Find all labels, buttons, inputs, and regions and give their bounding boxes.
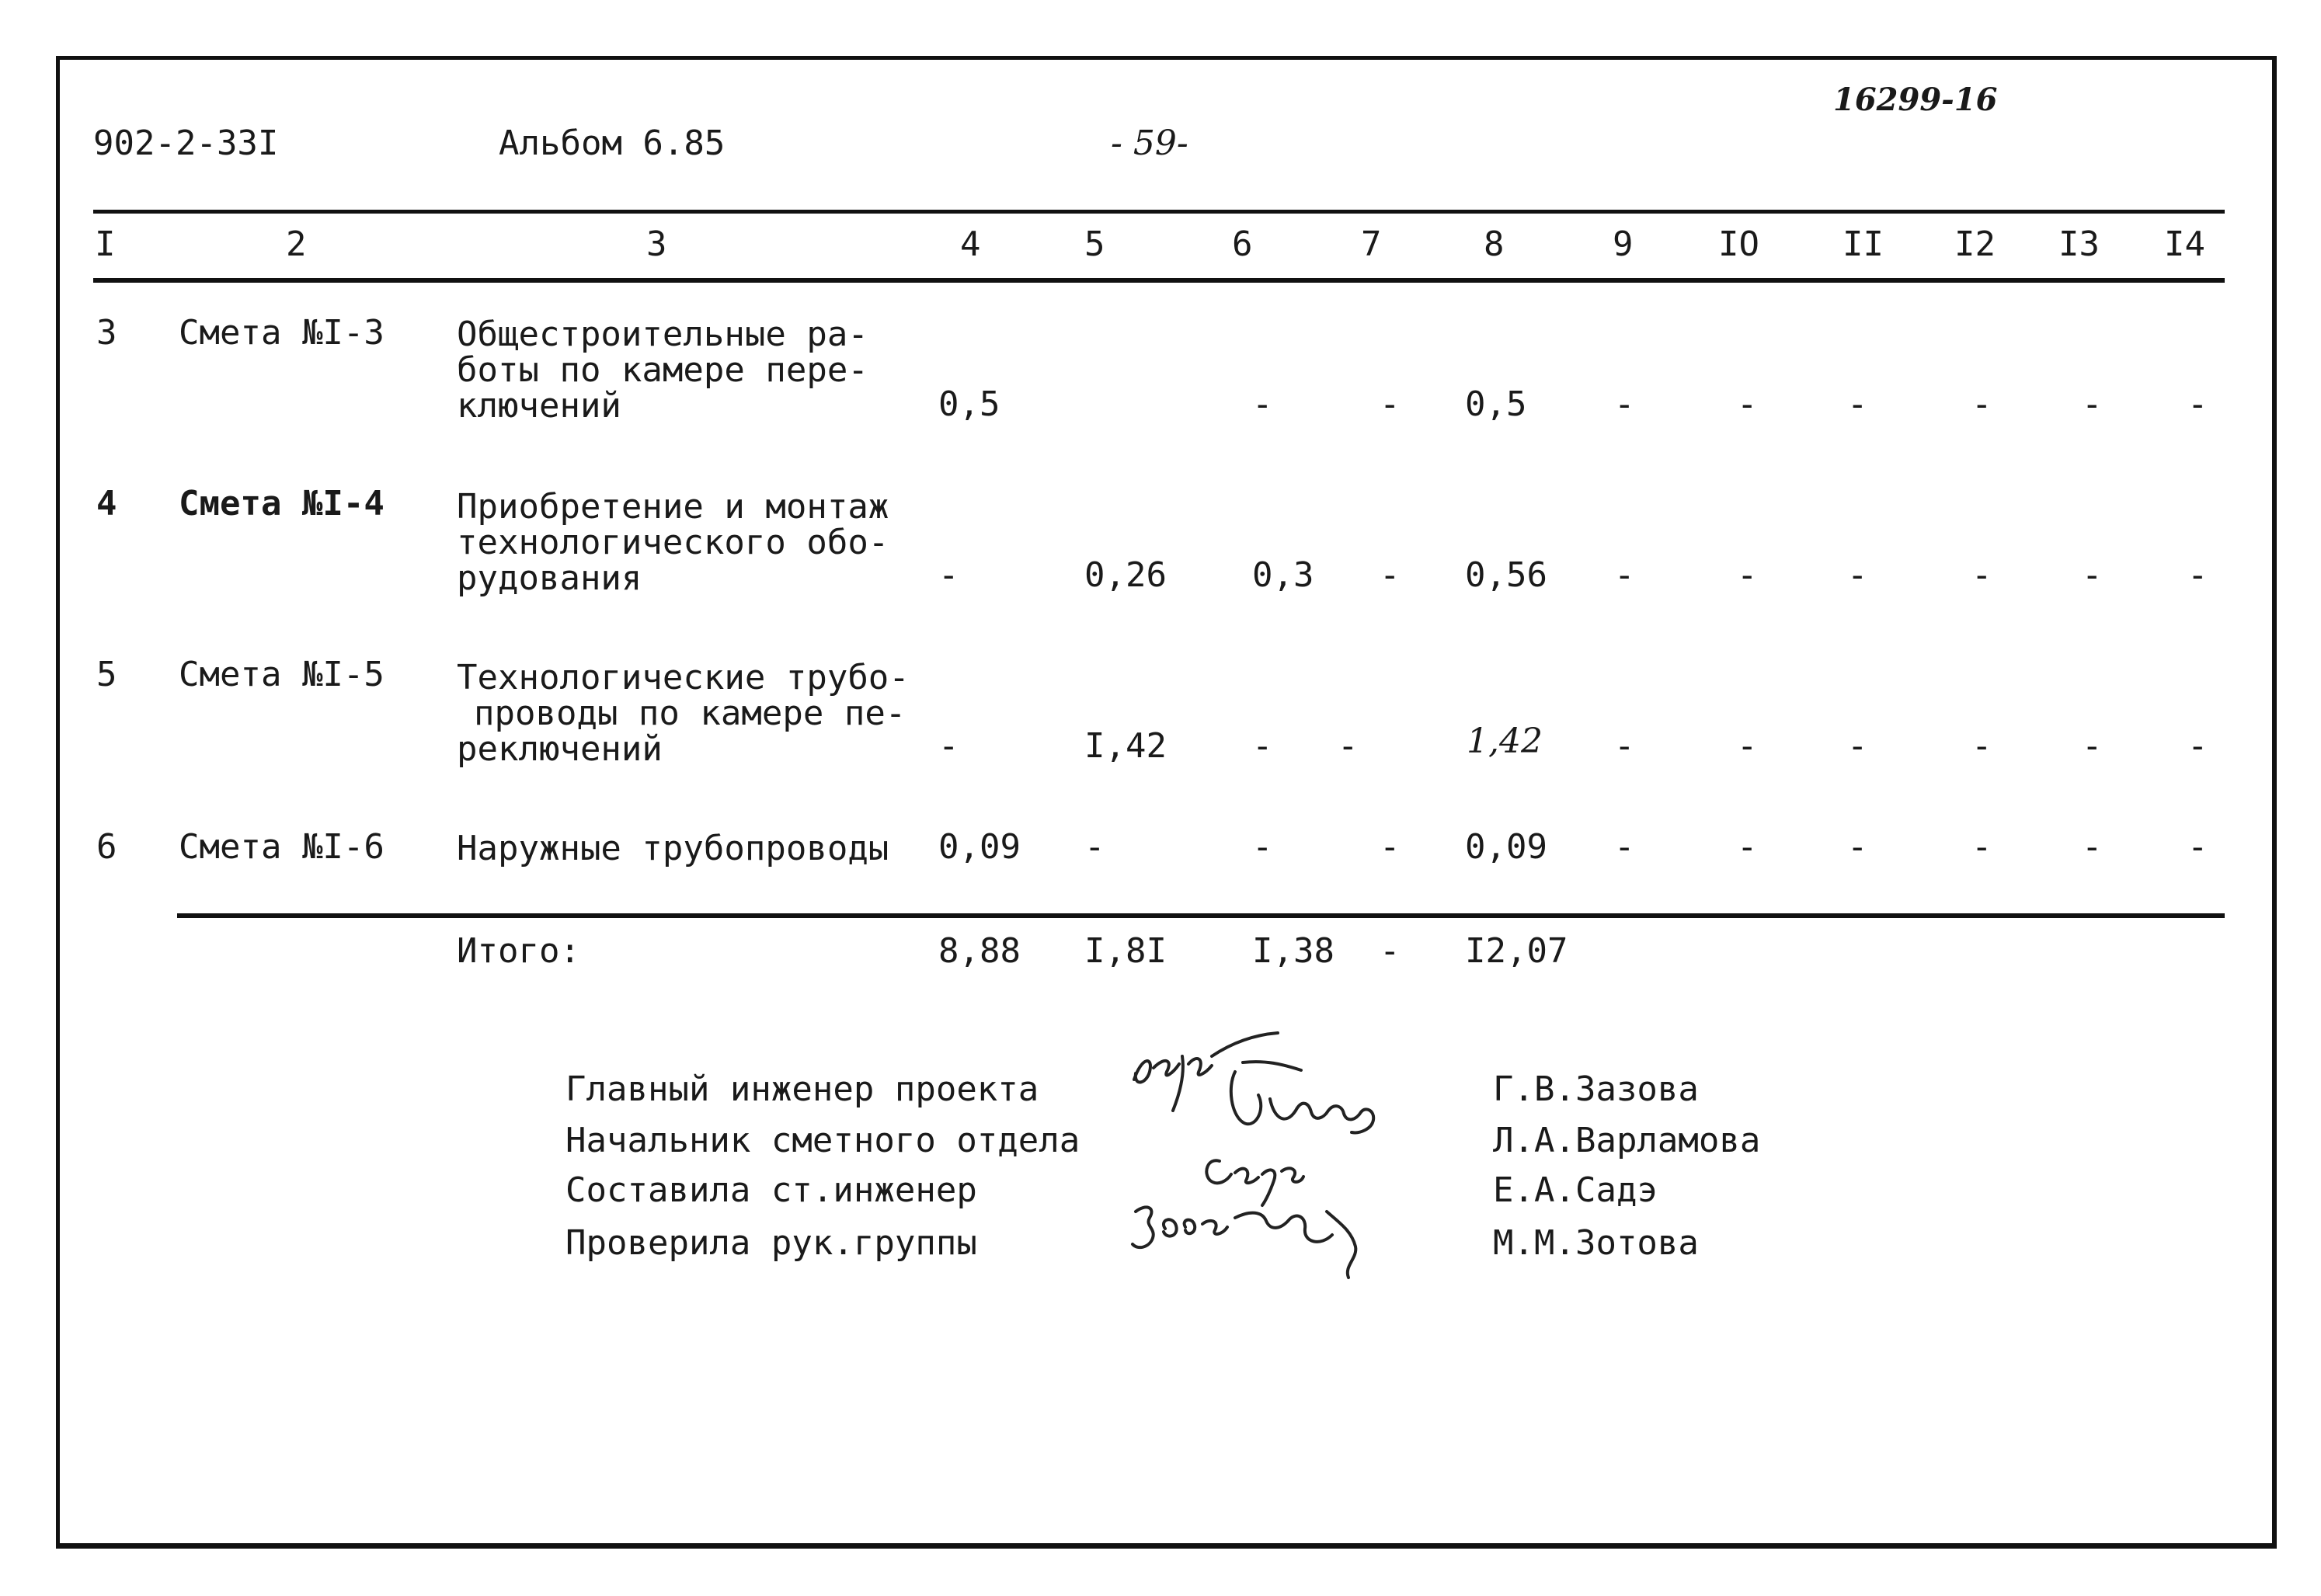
cell-col11: -: [1847, 555, 1868, 595]
cell-col6: -: [1252, 827, 1273, 867]
cell-col4: 0,5: [938, 384, 1000, 424]
handwritten-signatures: [1119, 1025, 1445, 1289]
name-checker: М.М.Зотова: [1493, 1223, 1699, 1263]
col-header-13: I3: [2058, 224, 2100, 264]
doc-code: 902-2-33I: [93, 123, 279, 163]
cell-col9: -: [1614, 384, 1635, 424]
total-rule: [177, 913, 2225, 918]
row-description: Технологические трубо- проводы по камере пе- реключений: [457, 658, 910, 769]
col-header-7: 7: [1361, 224, 1382, 264]
total-col8: I2,07: [1465, 931, 1568, 971]
col-header-6: 6: [1232, 224, 1253, 264]
cell-col6: 0,3: [1252, 555, 1314, 595]
col-header-9: 9: [1613, 224, 1634, 264]
cell-col12: -: [1971, 827, 1992, 867]
total-col7: -: [1380, 931, 1401, 971]
total-col5: I,8I: [1084, 931, 1167, 971]
header-top-rule: [93, 210, 2225, 214]
sheet-code: 16299-16: [1833, 82, 1998, 118]
total-col4: 8,88: [938, 931, 1021, 971]
cell-col9: -: [1614, 555, 1635, 595]
album-label: Альбом 6.85: [499, 123, 726, 163]
role-chief-engineer: Главный инженер проекта: [565, 1069, 1039, 1109]
cell-col8: 0,56: [1465, 555, 1547, 595]
cell-col14: -: [2187, 384, 2208, 424]
cell-col12: -: [1971, 726, 1992, 766]
row-number: 6: [96, 827, 117, 867]
cell-col6: -: [1252, 726, 1273, 766]
cell-col13: -: [2082, 726, 2103, 766]
cell-col5: -: [1084, 827, 1105, 867]
cell-col7: -: [1380, 384, 1401, 424]
cell-col4: -: [938, 555, 959, 595]
cell-col12: -: [1971, 555, 1992, 595]
cell-col4: 0,09: [938, 827, 1021, 867]
cell-col8: 1,42: [1467, 722, 1543, 761]
cell-col14: -: [2187, 555, 2208, 595]
cell-col13: -: [2082, 384, 2103, 424]
col-header-4: 4: [960, 224, 981, 264]
signature-checker: [1133, 1207, 1355, 1278]
row-number: 4: [96, 484, 117, 523]
cell-col5: 0,26: [1084, 555, 1167, 595]
cell-col10: -: [1737, 827, 1758, 867]
cell-col11: -: [1847, 827, 1868, 867]
col-header-14: I4: [2164, 224, 2205, 264]
signature-chief-engineer: [1134, 1033, 1278, 1111]
row-number: 5: [96, 655, 117, 694]
role-compiler: Составила ст.инженер: [565, 1170, 977, 1210]
row-number: 3: [96, 313, 117, 353]
cell-col7: -: [1338, 726, 1359, 766]
name-chief-engineer: Г.В.Зазова: [1493, 1069, 1699, 1109]
role-checker: Проверила рук.группы: [565, 1223, 977, 1263]
estimate-ref: Смета №I-3: [179, 313, 385, 353]
cell-col9: -: [1614, 827, 1635, 867]
cell-col7: -: [1380, 555, 1401, 595]
estimate-ref: Смета №I-4: [179, 484, 385, 523]
estimate-ref: Смета №I-6: [179, 827, 385, 867]
page-number: - 59-: [1111, 123, 1188, 163]
total-col6: I,38: [1252, 931, 1334, 971]
header-bottom-rule: [93, 278, 2225, 283]
cell-col13: -: [2082, 555, 2103, 595]
role-estimate-head: Начальник сметного отдела: [565, 1121, 1080, 1160]
col-header-3: 3: [646, 224, 667, 264]
cell-col7: -: [1380, 827, 1401, 867]
cell-col8: 0,09: [1465, 827, 1547, 867]
cell-col14: -: [2187, 827, 2208, 867]
name-compiler: Е.А.Садэ: [1493, 1170, 1658, 1210]
cell-col12: -: [1971, 384, 1992, 424]
name-estimate-head: Л.А.Варламова: [1493, 1121, 1761, 1160]
cell-col9: -: [1614, 726, 1635, 766]
cell-col11: -: [1847, 384, 1868, 424]
signature-estimate-head: [1231, 1062, 1373, 1132]
col-header-12: I2: [1954, 224, 1996, 264]
cell-col10: -: [1737, 726, 1758, 766]
cell-col8: 0,5: [1465, 384, 1527, 424]
cell-col14: -: [2187, 726, 2208, 766]
signature-compiler: [1206, 1160, 1303, 1205]
col-header-11: II: [1843, 224, 1884, 264]
cell-col4: -: [938, 726, 959, 766]
cell-col6: -: [1252, 384, 1273, 424]
cell-col10: -: [1737, 555, 1758, 595]
col-header-10: IO: [1718, 224, 1759, 264]
cell-col13: -: [2082, 827, 2103, 867]
cell-col11: -: [1847, 726, 1868, 766]
row-description: Наружные трубопроводы: [457, 829, 889, 868]
col-header-8: 8: [1484, 224, 1505, 264]
row-description: Приобретение и монтаж технологического обо- рудования: [457, 487, 889, 598]
total-label: Итого:: [457, 931, 580, 971]
cell-col5: I,42: [1084, 726, 1167, 766]
col-header-2: 2: [286, 224, 307, 264]
cell-col10: -: [1737, 384, 1758, 424]
estimate-ref: Смета №I-5: [179, 655, 385, 694]
col-header-5: 5: [1084, 224, 1105, 264]
col-header-1: I: [95, 224, 116, 264]
row-description: Общестроительные ра- боты по камере пере- ключений: [457, 315, 868, 426]
